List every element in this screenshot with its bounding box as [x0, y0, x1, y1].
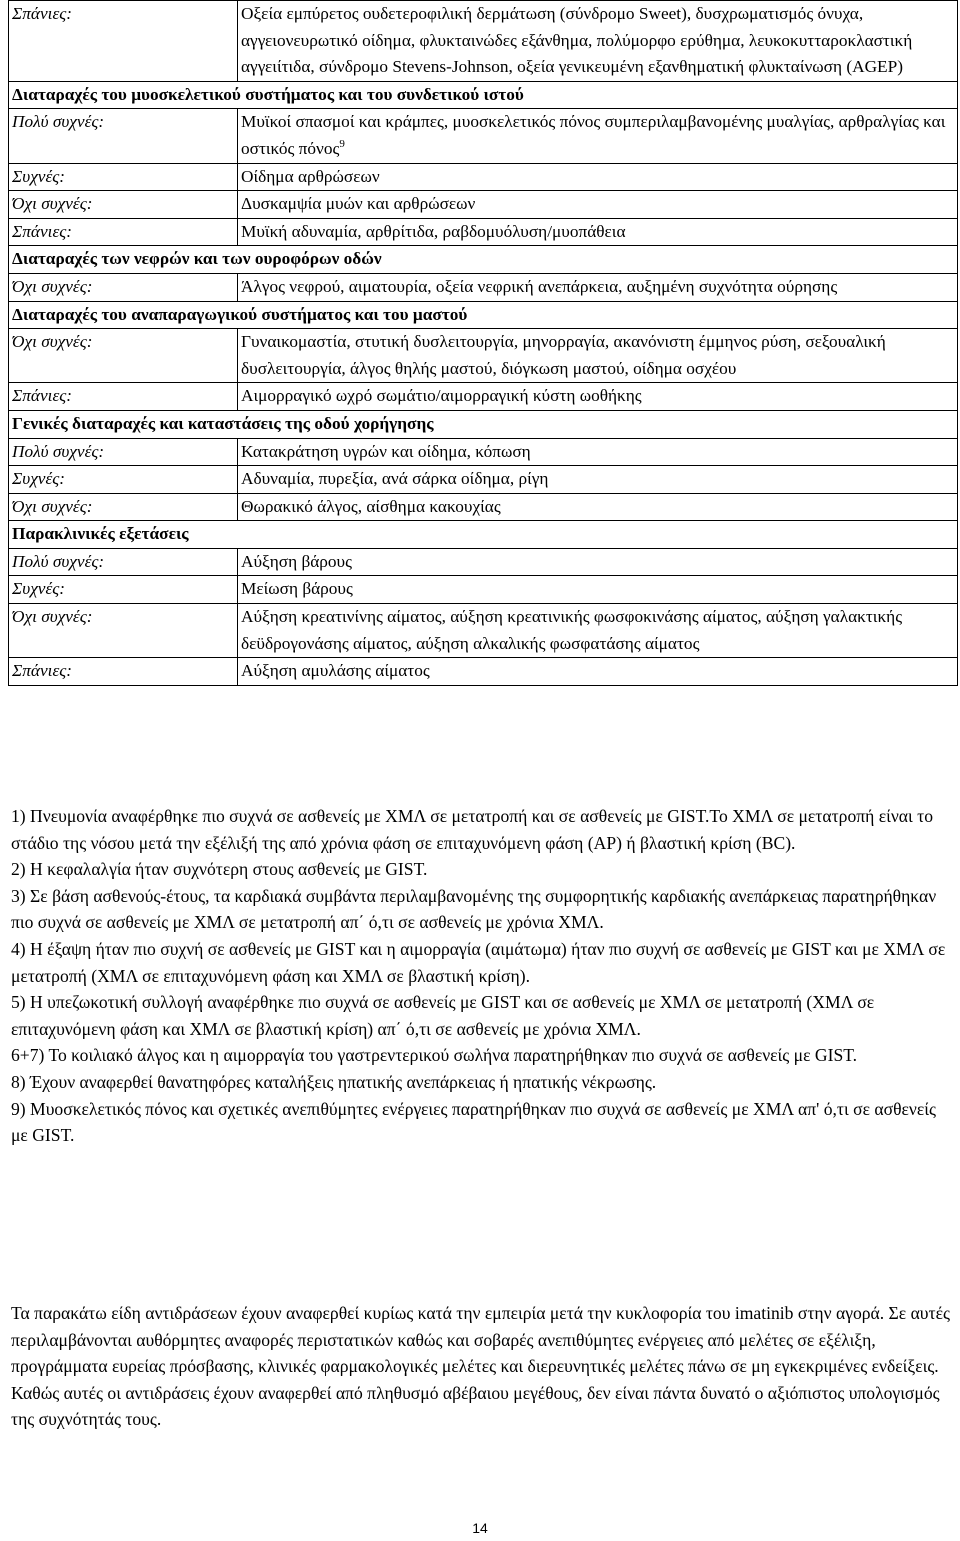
frequency-label: Όχι συχνές:: [9, 493, 238, 521]
table-row: [9, 438, 958, 466]
reaction-text: Μυϊκή αδυναμία, αρθρίτιδα, ραβδομυόλυση/μυοπάθεια: [238, 218, 958, 246]
reaction-text: Αύξηση βάρους: [238, 548, 958, 576]
table-row: [9, 493, 958, 521]
table-row: [9, 218, 958, 246]
table-row: [9, 163, 958, 191]
table-row: [9, 658, 958, 686]
footnote: 9) Μυοσκελετικός πόνος και σχετικές ανεπιθύμητες ενέργειες παρατηρήθηκαν πιο συχνά σε ασθενείς με ΧΜΛ απ' ό,τι σε ασθενείς με GIST.: [11, 1098, 936, 1146]
reaction-text: Θωρακικό άλγος, αίσθημα κακουχίας: [238, 493, 958, 521]
reaction-text: Αύξηση αμυλάσης αίματος: [238, 658, 958, 686]
table-row: [9, 466, 958, 494]
footnote: 2) Η κεφαλαλγία ήταν συχνότερη στους ασθενείς με GIST.: [11, 859, 428, 880]
footnote: 3) Σε βάση ασθενούς-έτους, τα καρδιακά συμβάντα περιλαμβανομένης της συμφορητικής καρδιακής ανεπάρκειας παρατηρήθηκαν πιο συχνά σε ασθενείς με ΧΜΛ σε μετατροπή απ΄ ό,τι σε ασθενείς με χρόνια ΧΜΛ.: [11, 885, 937, 933]
frequency-label: Πολύ συχνές:: [9, 548, 238, 576]
section-row: [9, 410, 958, 438]
footnotes: [11, 803, 946, 1149]
reaction-text: Άλγος νεφρού, αιματουρία, οξεία νεφρική ανεπάρκεια, αυξημένη συχνότητα ούρησης: [238, 273, 958, 301]
footnote: 8) Έχουν αναφερθεί θανατηφόρες καταλήξεις ηπατικής ανεπάρκειας ή ηπατικής νέκρωσης.: [11, 1071, 657, 1092]
section-heading: Διαταραχές του αναπαραγωγικού συστήματος και του μαστού: [9, 301, 958, 329]
section-row: [9, 246, 958, 274]
footnote-ref: 9: [339, 138, 345, 151]
adverse-reactions-table: [8, 0, 958, 686]
page-number: 14: [472, 1520, 488, 1536]
section-heading: Διαταραχές του μυοσκελετικού συστήματος και του συνδετικού ιστού: [9, 81, 958, 109]
footnote: 1) Πνευμονία αναφέρθηκε πιο συχνά σε ασθενείς με ΧΜΛ σε μετατροπή και σε ασθενείς με GIST.Το ΧΜΛ σε μετατροπή είναι το στάδιο της νόσου μετά την εξέλιξή της από χρόνια φάση σε επιταχυνόμενη φάση (AP) ή βλαστική κρίση (BC).: [11, 806, 934, 853]
reaction-text: [238, 109, 958, 163]
reaction-text: Γυναικομαστία, στυτική δυσλειτουργία, μηνορραγία, ακανόνιστη έμμηνος ρύση, σεξουαλική δυσλειτουργία, άλγος θηλής μαστού, διόγκωση μαστού, οίδημα οσχέου: [238, 329, 958, 383]
reaction-text: Μείωση βάρους: [238, 576, 958, 604]
section-heading: Γενικές διαταραχές και καταστάσεις της οδού χορήγησης: [9, 410, 958, 438]
reaction-text-body: Μυϊκοί σπασμοί και κράμπες, μυοσκελετικός πόνος συμπεριλαμβανομένης μυαλγίας, αρθραλγίας και οστικός πόνος: [241, 112, 946, 158]
reaction-text: Αδυναμία, πυρεξία, ανά σάρκα οίδημα, ρίγη: [238, 466, 958, 494]
table-row: [9, 273, 958, 301]
reaction-text: Δυσκαμψία μυών και αρθρώσεων: [238, 191, 958, 219]
frequency-label: Σπάνιες:: [9, 658, 238, 686]
frequency-label: Όχι συχνές:: [9, 329, 238, 383]
frequency-label: Συχνές:: [9, 576, 238, 604]
table-row: [9, 191, 958, 219]
section-row: [9, 301, 958, 329]
table-row: [9, 548, 958, 576]
frequency-label: Όχι συχνές:: [9, 191, 238, 219]
frequency-label: Πολύ συχνές:: [9, 109, 238, 163]
frequency-label: Σπάνιες:: [9, 218, 238, 246]
table-row: [9, 1, 958, 82]
section-row: [9, 81, 958, 109]
reaction-text: Κατακράτηση υγρών και οίδημα, κόπωση: [238, 438, 958, 466]
footnote: 5) Η υπεζωκοτική συλλογή αναφέρθηκε πιο συχνά σε ασθενείς με GIST και σε ασθενείς με ΧΜΛ σε μετατροπή (ΧΜΛ σε επιταχυνόμενη φάση και ΧΜΛ σε βλαστική κρίση) απ΄ ό,τι σε ασθενείς με χρόνια ΧΜΛ.: [11, 992, 875, 1039]
section-heading: Διαταραχές των νεφρών και των ουροφόρων οδών: [9, 246, 958, 274]
frequency-label: Όχι συχνές:: [9, 273, 238, 301]
footnote: 6+7) Το κοιλιακό άλγος και η αιμορραγία του γαστρεντερικού σωλήνα παρατηρήθηκαν πιο συχνά σε ασθενείς με GIST.: [11, 1045, 858, 1066]
section-heading: Παρακλινικές εξετάσεις: [9, 521, 958, 549]
frequency-label: Σπάνιες:: [9, 383, 238, 411]
frequency-label: Συχνές:: [9, 466, 238, 494]
section-row: [9, 521, 958, 549]
table-row: [9, 109, 958, 163]
frequency-label: Σπάνιες:: [9, 1, 238, 82]
reaction-text: Αιμορραγικό ωχρό σωμάτιο/αιμορραγική κύστη ωοθήκης: [238, 383, 958, 411]
reaction-text: Αύξηση κρεατινίνης αίματος, αύξηση κρεατινικής φωσφοκινάσης αίματος, αύξηση γαλακτικής δεϋδρογονάσης αίματος, αύξηση αλκαλικής φωσφατάσης αίματος: [238, 604, 958, 658]
frequency-label: Πολύ συχνές:: [9, 438, 238, 466]
frequency-label: Όχι συχνές:: [9, 604, 238, 658]
postmarketing-paragraph: Τα παρακάτω είδη αντιδράσεων έχουν αναφερθεί κυρίως κατά την εμπειρία μετά την κυκλοφορία του imatinib στην αγορά. Σε αυτές περιλαμβάνονται αυθόρμητες αναφορές περιστατικών καθώς και σοβαρές ανεπιθύμητες ενέργειες από μελέτες σε εξέλιξη, προγράμματα ευρείας πρόσβασης, κλινικές φαρμακολογικές μελέτες και διερευνητικές μελέτες πάνω σε μη εγκεκριμένες ενδείξεις. Καθώς αυτές οι αντιδράσεις έχουν αναφερθεί από πληθυσμό αβέβαιου μεγέθους, δεν είναι πάντα δυνατό ο αξιόπιστος υπολογισμός της συχνότητάς τους.: [11, 1303, 950, 1430]
frequency-label: Συχνές:: [9, 163, 238, 191]
table-row: [9, 329, 958, 383]
footnote: 4) Η έξαψη ήταν πιο συχνή σε ασθενείς με GIST και η αιμορραγία (αιμάτωμα) ήταν πιο συχνή σε ασθενείς με GIST και με ΧΜΛ σε μετατροπή (ΧΜΛ σε επιταχυνόμενη φάση και ΧΜΛ σε βλαστική κρίση).: [11, 938, 946, 986]
reaction-text: Οίδημα αρθρώσεων: [238, 163, 958, 191]
table-row: [9, 383, 958, 411]
reaction-text: Οξεία εμπύρετος ουδετεροφιλική δερμάτωση (σύνδρομο Sweet), δυσχρωματισμός όνυχα, αγγειονευρωτικό οίδημα, φλυκταινώδες εξάνθημα, πολύμορφο ερύθημα, λευκοκυτταροκλαστική αγγειίτιδα, σύνδρομο Stevens-Johnson, οξεία γενικευμένη εξανθηματική φλυκταίνωση (AGEP): [238, 1, 958, 82]
table-row: [9, 576, 958, 604]
table-row: [9, 604, 958, 658]
